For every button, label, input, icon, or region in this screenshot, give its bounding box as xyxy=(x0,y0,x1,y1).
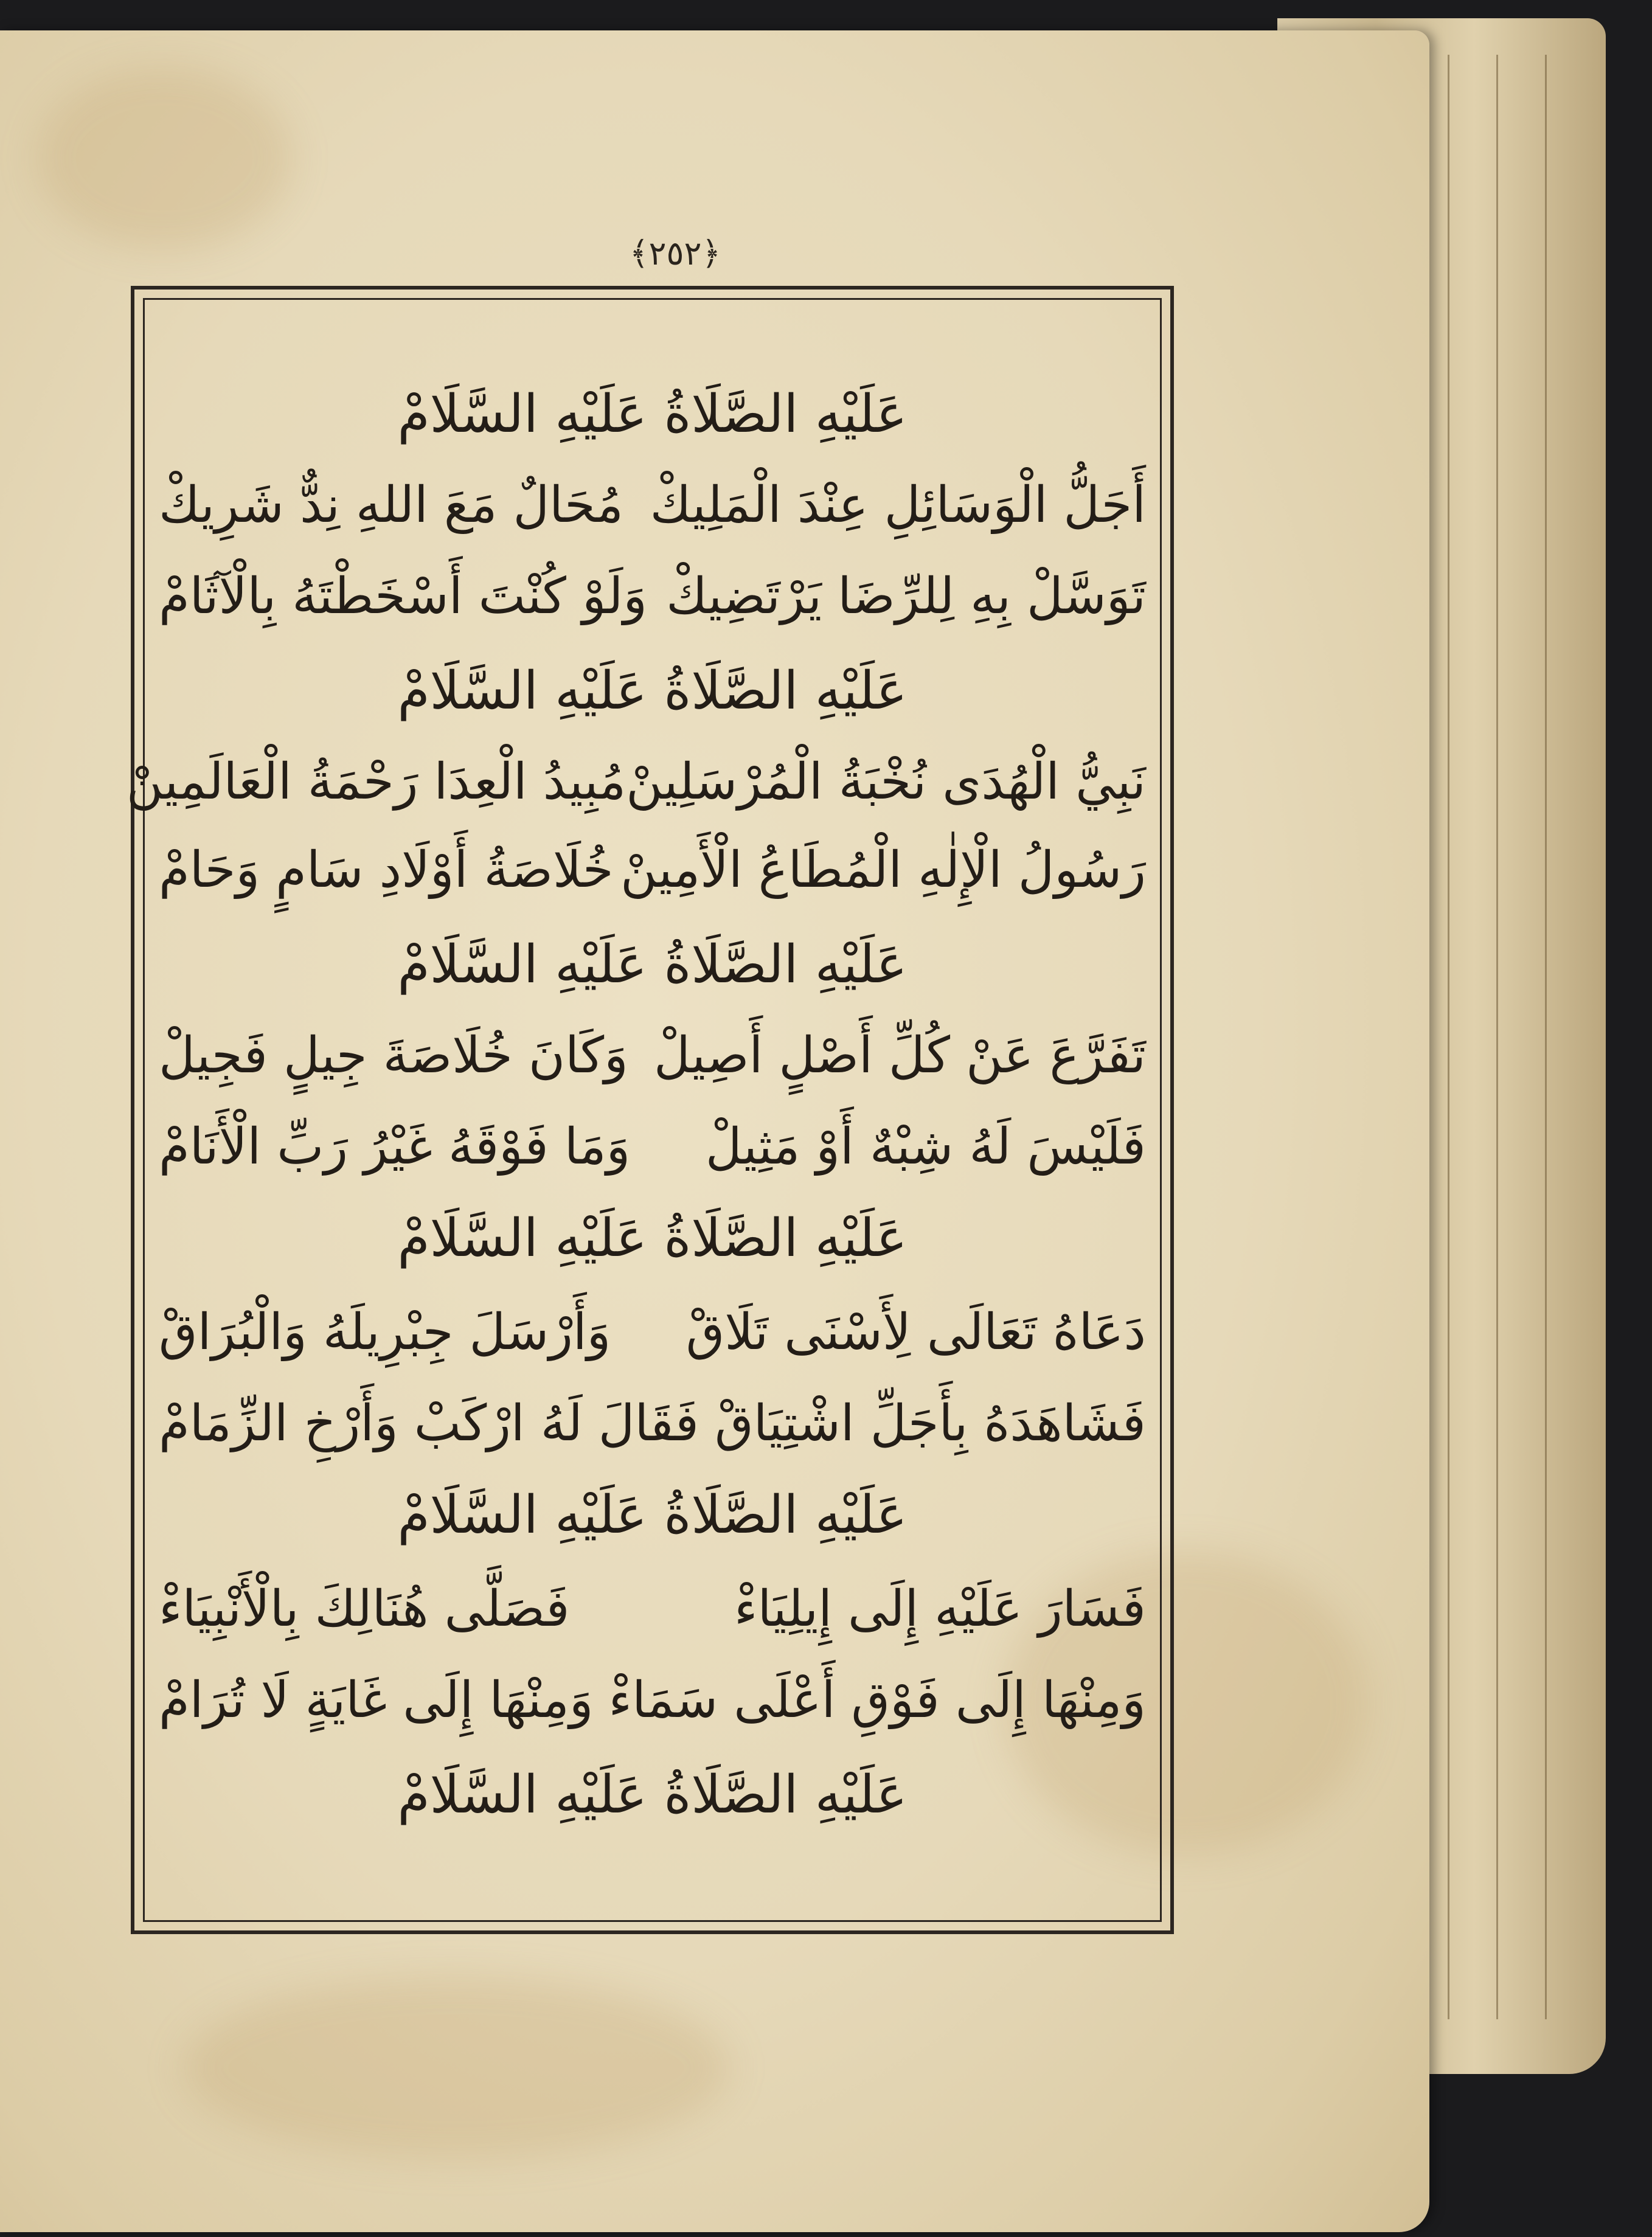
page-number: ﴿٢٥٢﴾ xyxy=(629,234,721,272)
book-page xyxy=(0,30,1429,2232)
refrain-line: عَلَيْهِ الصَّلَاةُ عَلَيْهِ السَّلَامْ xyxy=(397,1485,908,1545)
verse-left-hemistich: وَلَوْ كُنْتَ أَسْخَطْتَهُ بِالْآثَامْ xyxy=(159,567,647,625)
verse-left-hemistich: مُحَالٌ مَعَ اللهِ نِدٌّ شَرِيكْ xyxy=(159,476,623,534)
verse-left-hemistich: خُلَاصَةُ أَوْلَادِ سَامٍ وَحَامْ xyxy=(159,841,614,899)
page-edge-line xyxy=(1496,55,1498,2019)
verse-right-hemistich: فَسَارَ عَلَيْهِ إِلَى إِيلِيَاءْ xyxy=(734,1580,1146,1638)
verse-right-hemistich: تَفَرَّعَ عَنْ كُلِّ أَصْلٍ أَصِيلْ xyxy=(654,1027,1146,1084)
verse-right-hemistich: نَبِيُّ الْهُدَى نُخْبَةُ الْمُرْسَلِينْ xyxy=(626,753,1146,811)
verse-right-hemistich: فَلَيْسَ لَهُ شِبْهٌ أَوْ مَثِيلْ xyxy=(705,1118,1146,1176)
verse-left-hemistich: فَقَالَ لَهُ ارْكَبْ وَأَرْخِ الزِّمَامْ xyxy=(159,1395,699,1452)
refrain-line: عَلَيْهِ الصَّلَاةُ عَلَيْهِ السَّلَامْ xyxy=(397,384,908,445)
page-edge-line xyxy=(1545,55,1547,2019)
page-stain xyxy=(36,67,292,249)
verse-line xyxy=(159,1111,1146,1184)
verse-left-hemistich: مُبِيدُ الْعِدَا رَحْمَةُ الْعَالَمِينْ xyxy=(126,753,626,811)
verse-right-hemistich: رَسُولُ الْإِلٰهِ الْمُطَاعُ الْأَمِينْ xyxy=(620,841,1146,899)
verse-line xyxy=(159,1019,1146,1092)
verse-line xyxy=(159,1664,1146,1737)
verse-left-hemistich: وَمِنْهَا إِلَى غَايَةٍ لَا تُرَامْ xyxy=(159,1671,594,1729)
verse-left-hemistich: فَصَلَّى هُنَالِكَ بِالْأَنْبِيَاءْ xyxy=(159,1580,570,1638)
refrain-line: عَلَيْهِ الصَّلَاةُ عَلَيْهِ السَّلَامْ xyxy=(397,934,908,995)
page-edge-line xyxy=(1448,55,1449,2019)
verse-line xyxy=(159,1296,1146,1369)
refrain-line: عَلَيْهِ الصَّلَاةُ عَلَيْهِ السَّلَامْ xyxy=(397,1208,908,1269)
verse-line xyxy=(126,746,1146,819)
verse-left-hemistich: وَمَا فَوْقَهُ غَيْرُ رَبِّ الْأَنَامْ xyxy=(159,1118,631,1176)
verse-right-hemistich: وَمِنْهَا إِلَى فَوْقِ أَعْلَى سَمَاءْ xyxy=(608,1671,1146,1729)
verse-left-hemistich: وَكَانَ خُلَاصَةَ جِيلٍ فَجِيلْ xyxy=(159,1027,628,1084)
verse-line xyxy=(159,1387,1146,1460)
verse-line xyxy=(159,1573,1146,1646)
verse-right-hemistich: تَوَسَّلْ بِهِ لِلرِّضَا يَرْتَضِيكْ xyxy=(666,567,1146,625)
page-stain xyxy=(182,1977,730,2159)
refrain-line: عَلَيْهِ الصَّلَاةُ عَلَيْهِ السَّلَامْ xyxy=(397,661,908,721)
refrain-line: عَلَيْهِ الصَّلَاةُ عَلَيْهِ السَّلَامْ xyxy=(397,1764,908,1825)
verse-line xyxy=(159,469,1146,542)
verse-line xyxy=(159,834,1146,907)
verse-right-hemistich: أَجَلُّ الْوَسَائِلِ عِنْدَ الْمَلِيكْ xyxy=(650,476,1146,534)
poem-text-block xyxy=(126,308,1146,1906)
verse-right-hemistich: دَعَاهُ تَعَالَى لِأَسْنَى تَلَاقْ xyxy=(685,1303,1146,1361)
verse-left-hemistich: وَأَرْسَلَ جِبْرِيلَهُ وَالْبُرَاقْ xyxy=(159,1303,611,1361)
verse-right-hemistich: فَشَاهَدَهُ بِأَجَلِّ اشْتِيَاقْ xyxy=(715,1395,1146,1452)
text-frame xyxy=(126,286,1174,1934)
verse-line xyxy=(159,560,1146,633)
